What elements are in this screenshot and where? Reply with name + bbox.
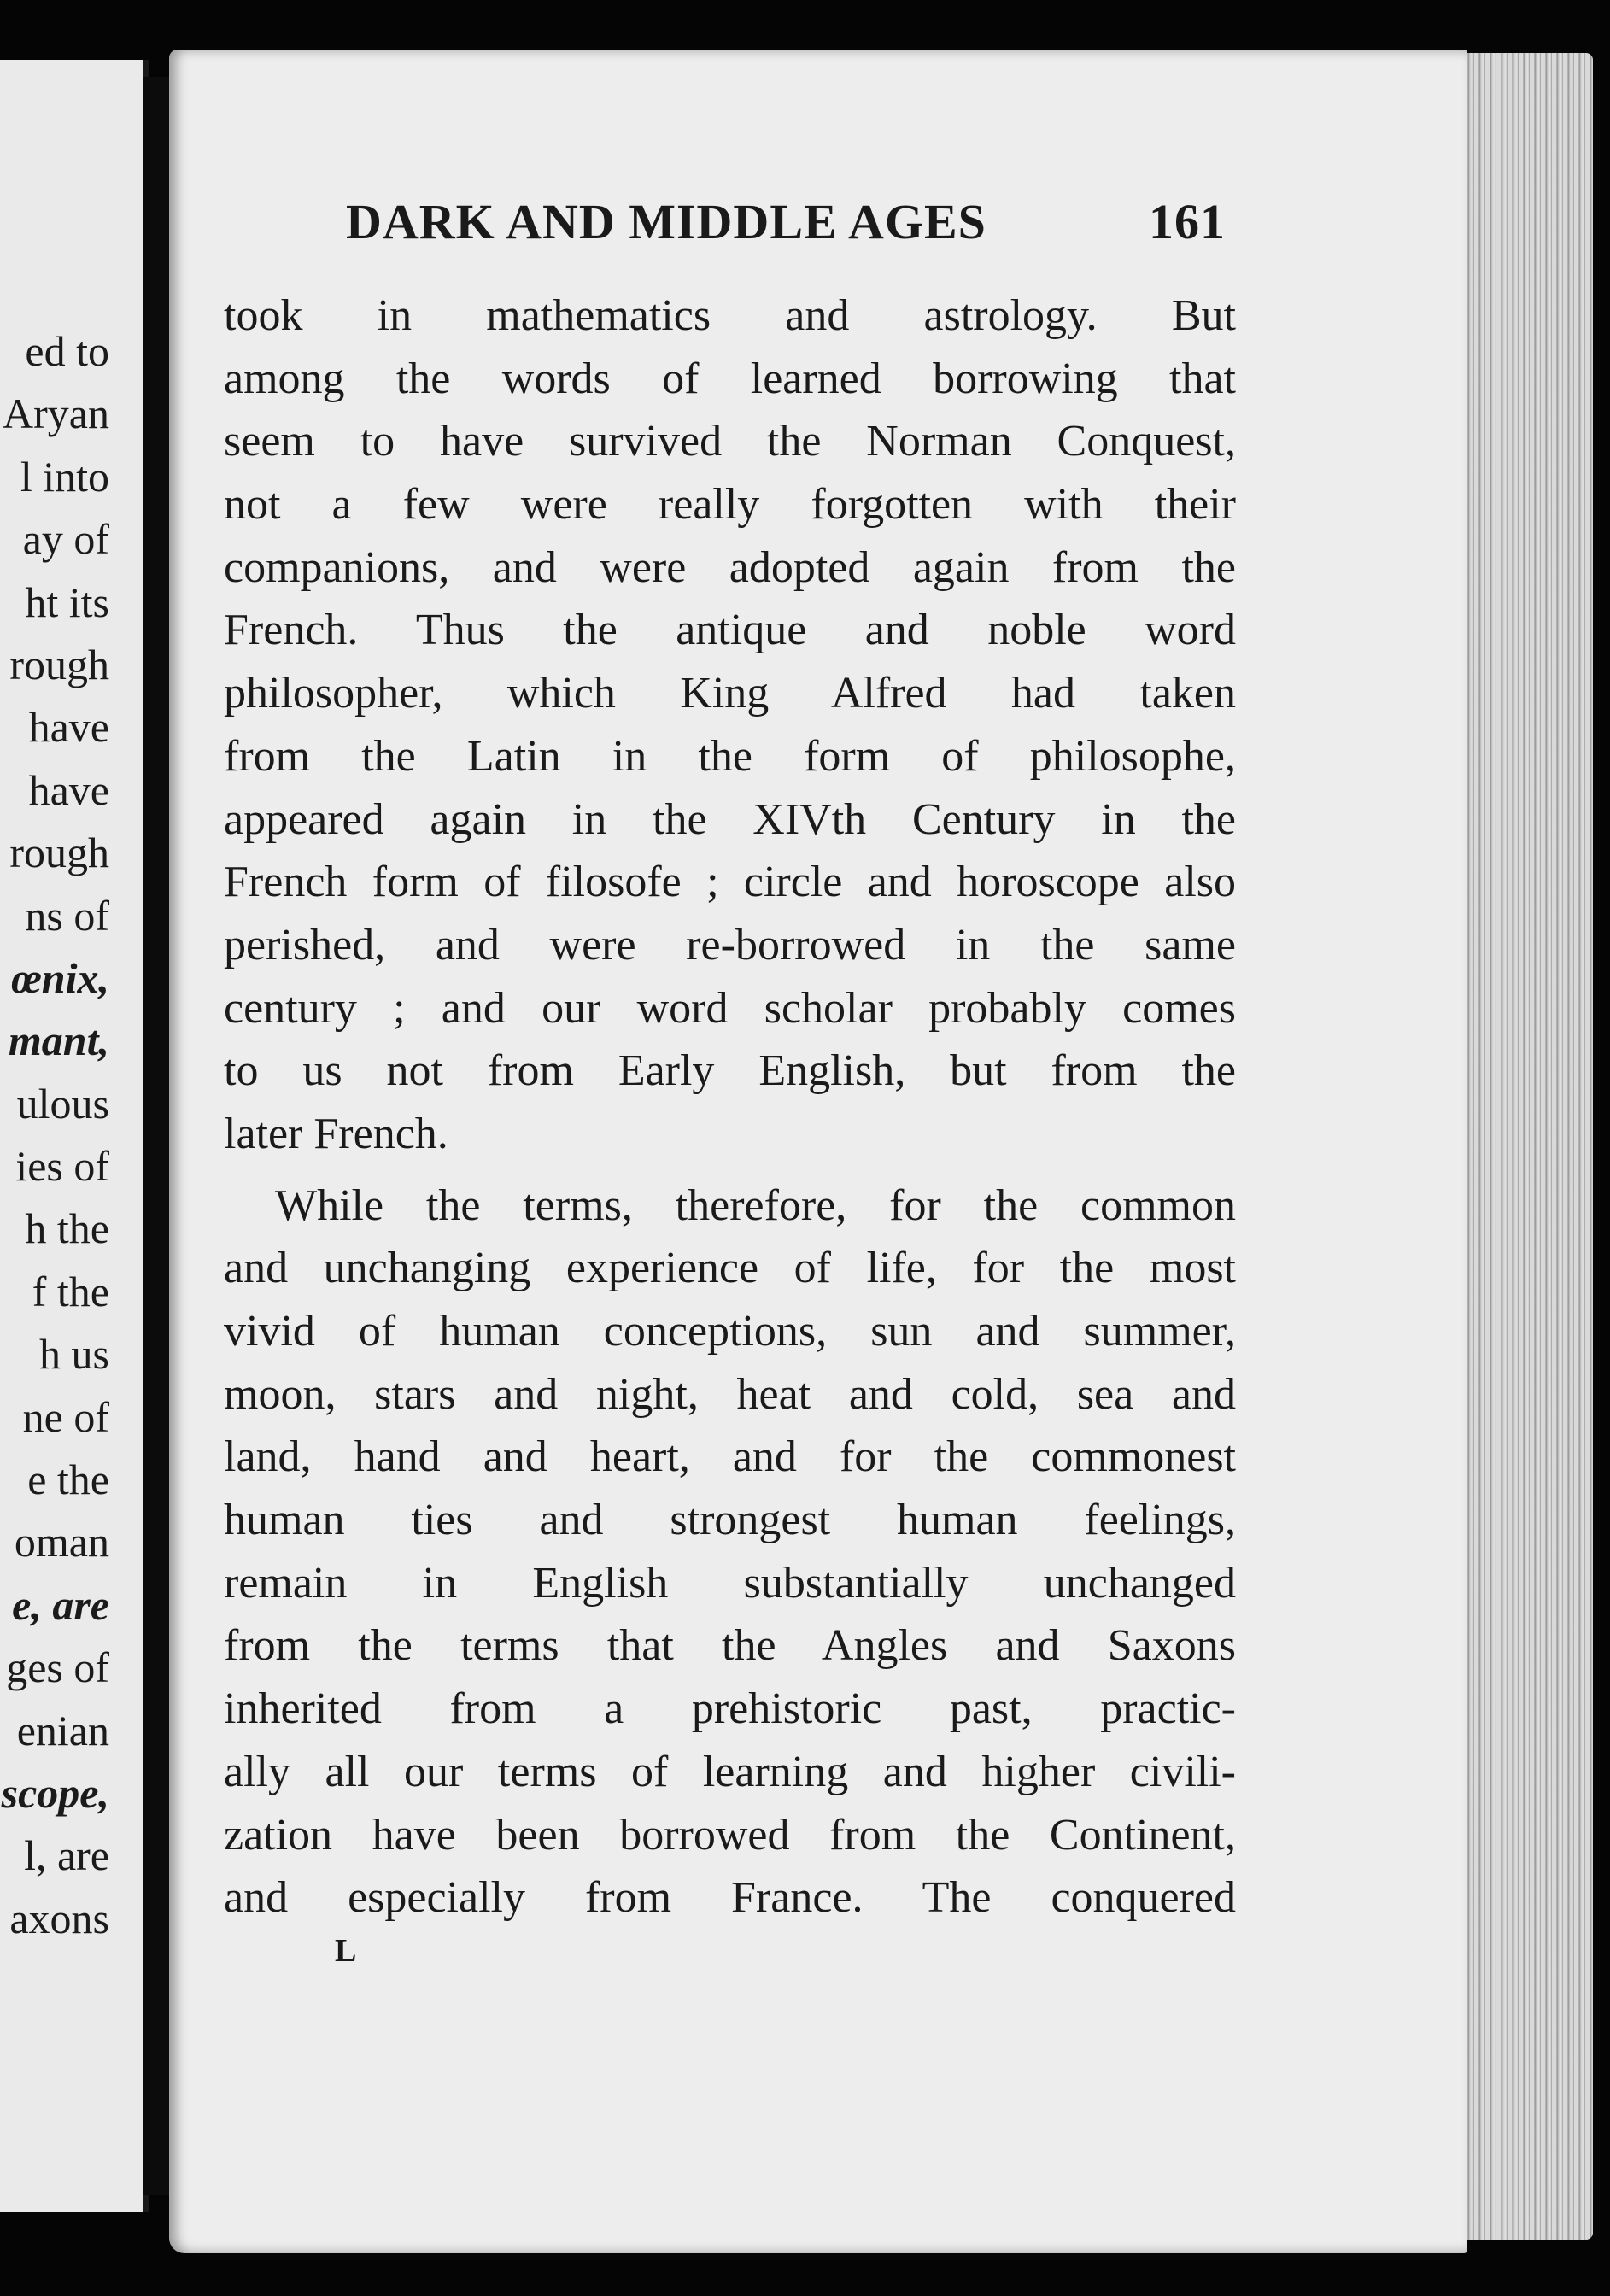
text-line: ally all our terms of learning and higher civili- — [224, 1747, 1236, 1796]
facing-line: scope, — [1, 1768, 109, 1817]
text-line: from the terms that the Angles and Saxons — [224, 1621, 1236, 1671]
facing-line: ies of — [15, 1142, 109, 1191]
facing-line: h us — [39, 1330, 109, 1379]
text-line: vivid of human conceptions, sun and summer, — [224, 1307, 1236, 1356]
running-title: DARK AND MIDDLE AGES — [346, 194, 986, 249]
facing-page-text — [2, 320, 109, 1950]
facing-line: rough — [9, 640, 109, 688]
facing-line: h the — [25, 1204, 109, 1253]
facing-line: enian — [16, 1706, 109, 1754]
text-line: French form of filosofe ; circle and horoscope also — [224, 858, 1236, 907]
text-line: and unchanging experience of life, for the most — [224, 1244, 1236, 1293]
paragraph-1 — [224, 284, 1236, 1166]
text-line: inherited from a prehistoric past, practic- — [224, 1684, 1236, 1734]
text-line: and especially from France. The conquered — [224, 1873, 1236, 1923]
text-line: later French. — [224, 1109, 448, 1158]
facing-page — [0, 60, 149, 2212]
text-line: While the terms, therefore, for the common — [275, 1180, 1236, 1230]
facing-line: l into — [20, 452, 109, 501]
facing-line: e, are — [12, 1580, 109, 1629]
facing-line: axons — [9, 1894, 109, 1942]
facing-line: f the — [32, 1267, 109, 1315]
facing-line: ne of — [22, 1392, 109, 1441]
text-line: zation have been borrowed from the Continent, — [224, 1810, 1236, 1860]
signature-mark: L — [335, 1933, 357, 1969]
facing-line: ht its — [25, 577, 109, 626]
facing-line: rough — [9, 829, 109, 877]
text-line: moon, stars and night, heat and cold, sea and — [224, 1369, 1236, 1419]
facing-line: ns of — [25, 891, 109, 940]
text-line: took in mathematics and astrology. But — [224, 291, 1236, 340]
facing-line: ed to — [25, 327, 109, 375]
text-line: century ; and our word scholar probably comes — [224, 983, 1236, 1033]
text-line: to us not from Early English, but from the — [224, 1046, 1236, 1096]
facing-line: ay of — [22, 515, 109, 564]
facing-line: have — [28, 703, 109, 752]
text-line: philosopher, which King Alfred had taken — [224, 669, 1236, 718]
text-line: land, hand and heart, and for the commonest — [224, 1432, 1236, 1482]
facing-line: Aryan — [3, 390, 109, 438]
paragraph-gap — [224, 1166, 1236, 1174]
facing-line: ulous — [16, 1079, 109, 1128]
facing-line: e the — [27, 1456, 109, 1504]
running-header — [346, 193, 1226, 250]
page-edges — [1452, 53, 1593, 2240]
text-line: French. Thus the antique and noble word — [224, 606, 1236, 655]
text-line: appeared again in the XIVth Century in the — [224, 794, 1236, 844]
facing-line: oman — [14, 1518, 109, 1567]
paragraph-2 — [224, 1174, 1236, 1930]
text-line: perished, and were re-borrowed in the same — [224, 920, 1236, 969]
page-body — [224, 284, 1236, 1930]
facing-line: mant, — [8, 1016, 109, 1065]
text-line: human ties and strongest human feelings, — [224, 1496, 1236, 1545]
facing-line: œnix, — [10, 953, 109, 1002]
text-line: among the words of learned borrowing that — [224, 354, 1236, 403]
facing-line: ges of — [6, 1643, 109, 1692]
text-line: remain in English substantially unchanged — [224, 1558, 1236, 1608]
page-number: 161 — [1149, 194, 1226, 249]
facing-line: have — [28, 765, 109, 814]
text-line: companions, and were adopted again from the — [224, 542, 1236, 592]
text-line: not a few were really forgotten with their — [224, 480, 1236, 530]
text-line: from the Latin in the form of philosophe, — [224, 731, 1236, 781]
facing-line: l, are — [24, 1831, 109, 1880]
book-gutter — [143, 77, 171, 2195]
text-line: seem to have survived the Norman Conquest, — [224, 417, 1236, 466]
